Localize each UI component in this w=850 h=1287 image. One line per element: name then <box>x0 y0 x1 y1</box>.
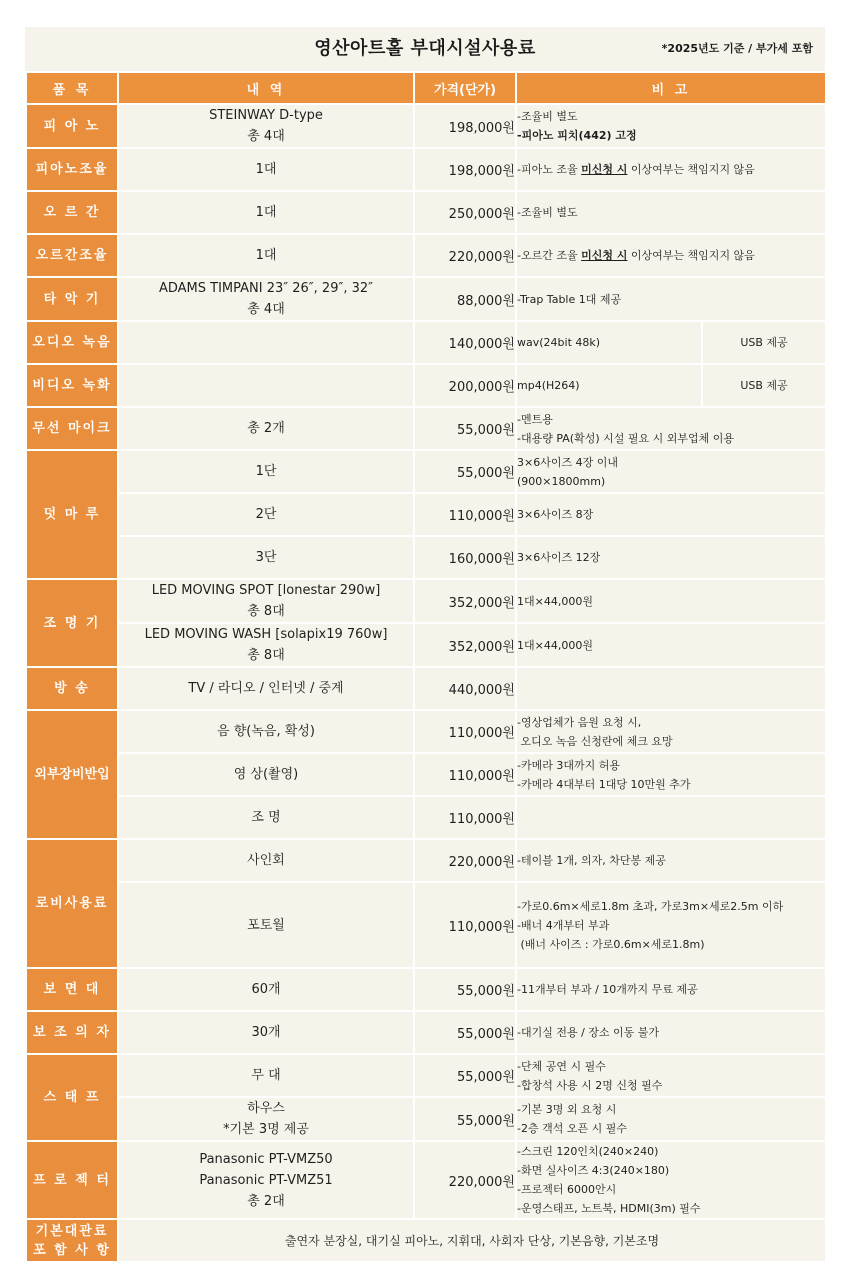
table-row <box>26 796 826 839</box>
remarks-cell: mp4(H264) <box>516 364 702 407</box>
category-organ-tuning: 오르간조율 <box>26 234 118 277</box>
detail-cell: LED MOVING SPOT [lonestar 290w] 총 8대 <box>118 579 414 623</box>
category-audio: 오디오 녹음 <box>26 321 118 364</box>
detail-cell: 총 2개 <box>118 407 414 450</box>
remarks-cell: -단체 공연 시 필수 -합창석 사용 시 2명 신청 필수 <box>516 1054 826 1097</box>
remarks-cell: 1대×44,000원 <box>516 623 826 667</box>
price-cell: 88,000원 <box>414 277 516 321</box>
category-piano-tuning: 피아노조율 <box>26 148 118 191</box>
included-items: 출연자 분장실, 대기실 피아노, 지휘대, 사회자 단상, 기본음향, 기본조명 <box>118 1219 826 1262</box>
remarks-cell <box>516 796 826 839</box>
remarks-cell: 3×6사이즈 8장 <box>516 493 826 536</box>
price-cell: 198,000원 <box>414 148 516 191</box>
detail-cell: 1대 <box>118 234 414 277</box>
price-cell: 198,000원 <box>414 104 516 148</box>
category-piano: 피 아 노 <box>26 104 118 148</box>
category-video: 비디오 녹화 <box>26 364 118 407</box>
remarks-cell: 3×6사이즈 12장 <box>516 536 826 579</box>
category-projector: 프 로 젝 터 <box>26 1141 118 1219</box>
table-row <box>26 753 826 796</box>
tax-note: *2025년도 기준 / 부가세 포함 <box>661 42 813 55</box>
detail-cell <box>118 364 414 407</box>
detail-cell: 음 향(녹음, 확성) <box>118 710 414 753</box>
remarks-cell: -멘트용 -대용량 PA(확성) 시설 필요 시 외부업체 이용 <box>516 407 826 450</box>
category-lobby: 로비사용료 <box>26 839 118 968</box>
header-price: 가격(단가) <box>414 72 516 104</box>
category-extra-chair: 보 조 의 자 <box>26 1011 118 1054</box>
table-row <box>26 667 826 710</box>
table-row <box>26 234 826 277</box>
remarks-cell: -Trap Table 1대 제공 <box>516 277 826 321</box>
table-row <box>26 148 826 191</box>
table-row <box>26 321 826 364</box>
remarks-cell-usb: USB 제공 <box>702 321 826 364</box>
category-music-stand: 보 면 대 <box>26 968 118 1011</box>
table-row <box>26 710 826 753</box>
price-cell: 110,000원 <box>414 882 516 968</box>
table-row <box>26 1097 826 1141</box>
price-cell: 160,000원 <box>414 536 516 579</box>
header-row <box>26 72 826 104</box>
detail-cell: Panasonic PT-VMZ50 Panasonic PT-VMZ51 총 2대 <box>118 1141 414 1219</box>
table-row <box>26 1219 826 1262</box>
category-broadcast: 방 송 <box>26 667 118 710</box>
header-item: 품 목 <box>26 72 118 104</box>
remarks-cell: 1대×44,000원 <box>516 579 826 623</box>
price-cell: 55,000원 <box>414 450 516 493</box>
category-staff: 스 태 프 <box>26 1054 118 1141</box>
table-row <box>26 968 826 1011</box>
price-cell: 220,000원 <box>414 839 516 882</box>
remarks-cell: -피아노 조율 미신청 시 이상여부는 책임지지 않음 <box>516 148 826 191</box>
price-cell: 55,000원 <box>414 1054 516 1097</box>
remarks-cell <box>516 667 826 710</box>
category-wireless-mic: 무선 마이크 <box>26 407 118 450</box>
page-title: 영산아트홀 부대시설사용료 <box>314 38 536 59</box>
category-percussion: 타 악 기 <box>26 277 118 321</box>
price-cell: 55,000원 <box>414 407 516 450</box>
table-row <box>26 191 826 234</box>
remarks-cell: -기본 3명 외 요청 시 -2층 객석 오픈 시 필수 <box>516 1097 826 1141</box>
detail-cell: 무 대 <box>118 1054 414 1097</box>
price-cell: 55,000원 <box>414 1011 516 1054</box>
detail-cell: STEINWAY D-type 총 4대 <box>118 104 414 148</box>
price-cell: 220,000원 <box>414 234 516 277</box>
detail-cell: ADAMS TIMPANI 23″ 26″, 29″, 32″ 총 4대 <box>118 277 414 321</box>
detail-cell: 2단 <box>118 493 414 536</box>
table-row <box>26 364 826 407</box>
table-row <box>26 579 826 623</box>
remarks-cell: -테이블 1개, 의자, 차단봉 제공 <box>516 839 826 882</box>
detail-cell: 3단 <box>118 536 414 579</box>
detail-cell: TV / 라디오 / 인터넷 / 중계 <box>118 667 414 710</box>
price-cell: 55,000원 <box>414 1097 516 1141</box>
table-row <box>26 1011 826 1054</box>
table-row <box>26 1054 826 1097</box>
detail-cell <box>118 321 414 364</box>
price-cell: 110,000원 <box>414 796 516 839</box>
detail-cell: 1단 <box>118 450 414 493</box>
detail-cell: 하우스 *기본 3명 제공 <box>118 1097 414 1141</box>
price-cell: 55,000원 <box>414 968 516 1011</box>
detail-cell: LED MOVING WASH [solapix19 760w] 총 8대 <box>118 623 414 667</box>
table-row <box>26 450 826 493</box>
price-cell: 140,000원 <box>414 321 516 364</box>
price-cell: 110,000원 <box>414 753 516 796</box>
table-row <box>26 277 826 321</box>
price-cell: 352,000원 <box>414 579 516 623</box>
price-cell: 440,000원 <box>414 667 516 710</box>
price-cell: 220,000원 <box>414 1141 516 1219</box>
remarks-cell-usb: USB 제공 <box>702 364 826 407</box>
category-external-equipment: 외부장비반입 <box>26 710 118 839</box>
remarks-cell: -조율비 별도 <box>516 191 826 234</box>
remarks-cell: -대기실 전용 / 장소 이동 불가 <box>516 1011 826 1054</box>
remarks-cell: -오르간 조율 미신청 시 이상여부는 책임지지 않음 <box>516 234 826 277</box>
price-cell: 250,000원 <box>414 191 516 234</box>
title-bar <box>25 27 825 71</box>
detail-cell: 30개 <box>118 1011 414 1054</box>
price-cell: 200,000원 <box>414 364 516 407</box>
detail-cell: 조 명 <box>118 796 414 839</box>
remarks-cell: -스크린 120인치(240×240) -화면 실사이즈 4:3(240×180) -프로젝터 6000안시 -운영스태프, 노트북, HDMI(3m) 필수 <box>516 1141 826 1219</box>
table-row <box>26 104 826 148</box>
fee-table <box>25 71 827 1263</box>
detail-cell: 1대 <box>118 148 414 191</box>
header-remarks: 비 고 <box>516 72 826 104</box>
category-included: 기본대관료 포 함 사 항 <box>26 1219 118 1262</box>
table-row <box>26 493 826 536</box>
price-cell: 352,000원 <box>414 623 516 667</box>
category-riser: 덧 마 루 <box>26 450 118 579</box>
remarks-cell: -카메라 3대까지 허용 -카메라 4대부터 1대당 10만원 추가 <box>516 753 826 796</box>
detail-cell: 사인회 <box>118 839 414 882</box>
detail-cell: 포토월 <box>118 882 414 968</box>
category-lighting: 조 명 기 <box>26 579 118 667</box>
detail-cell: 1대 <box>118 191 414 234</box>
price-cell: 110,000원 <box>414 710 516 753</box>
remarks-cell: 3×6사이즈 4장 이내 (900×1800mm) <box>516 450 826 493</box>
remarks-cell: -11개부터 부과 / 10개까지 무료 제공 <box>516 968 826 1011</box>
header-detail: 내 역 <box>118 72 414 104</box>
table-row <box>26 536 826 579</box>
table-row <box>26 882 826 968</box>
detail-cell: 영 상(촬영) <box>118 753 414 796</box>
remarks-cell: -영상업체가 음원 요청 시, 오디오 녹음 신청란에 체크 요망 <box>516 710 826 753</box>
table-row <box>26 1141 826 1219</box>
remarks-cell: -조율비 별도 -피아노 피치(442) 고정 <box>516 104 826 148</box>
category-organ: 오 르 간 <box>26 191 118 234</box>
table-row <box>26 839 826 882</box>
table-row <box>26 623 826 667</box>
remarks-cell: wav(24bit 48k) <box>516 321 702 364</box>
detail-cell: 60개 <box>118 968 414 1011</box>
price-cell: 110,000원 <box>414 493 516 536</box>
table-row <box>26 407 826 450</box>
remarks-cell: -가로0.6m×세로1.8m 초과, 가로3m×세로2.5m 이하 -배너 4개부터 부과 (배너 사이즈 : 가로0.6m×세로1.8m) <box>516 882 826 968</box>
